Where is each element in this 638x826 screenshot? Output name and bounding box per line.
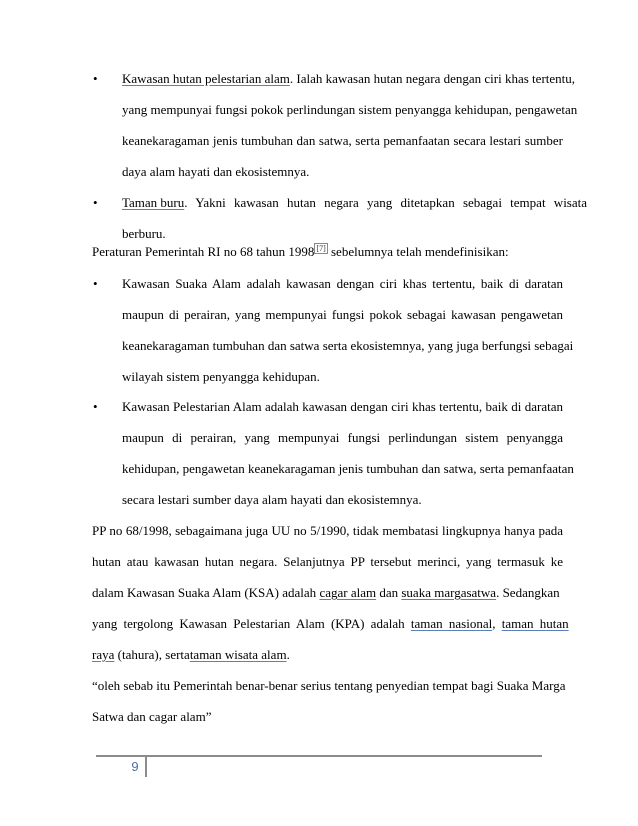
intro-line: Peraturan Pemerintah RI no 68 tahun 1998 [7] sebelumnya telah mendefinisikan: — [92, 243, 509, 259]
list-item-line: yang mempunyai fungsi pokok perlindungan sistem penyangga kehidupan, pengawetan — [122, 102, 578, 117]
list-item-line: daya alam hayati dan ekosistemnya. — [122, 164, 310, 179]
footnote-link[interactable]: [7] — [316, 243, 326, 253]
quote-line: Satwa dan cagar alam” — [92, 709, 212, 724]
footer-divider — [96, 755, 542, 757]
paragraph-line: PP no 68/1998, sebagaimana juga UU no 5/1990, tidak membatasi lingkupnya hanya pada — [92, 523, 563, 538]
list-item-line: wilayah sistem penyangga kehidupan. — [122, 369, 320, 384]
link-cagar-alam[interactable]: cagar alam — [319, 585, 377, 600]
bullet: • — [93, 276, 98, 291]
list-item-line: Kawasan Pelestarian Alam adalah kawasan dengan ciri khas tertentu, baik di daratan — [122, 399, 563, 414]
paragraph-line: dalam Kawasan Suaka Alam (KSA) adalah cagar alam dan suaka margasatwa. Sedangkan — [92, 585, 560, 600]
paragraph-line: raya (tahura), sertataman wisata alam. — [92, 647, 290, 662]
link-taman-buru[interactable]: Taman buru — [122, 195, 185, 210]
link-taman-nasional[interactable]: taman nasional — [410, 616, 493, 631]
link-suaka-margasatwa[interactable]: suaka margasatwa — [401, 585, 497, 600]
bullet: • — [93, 399, 98, 414]
quote-line: “oleh sebab itu Pemerintah benar-benar serius tentang penyedian tempat bagi Suaka Marga — [92, 678, 566, 693]
list-item-line: secara lestari sumber daya alam hayati dan ekosistemnya. — [122, 492, 422, 507]
list-item-line: kehidupan, pengawetan keanekaragaman jenis tumbuhan dan satwa, serta pemanfaatan — [122, 461, 574, 476]
list-item-line: maupun di perairan, yang mempunyai fungsi pokok sebagai kawasan pengawetan — [122, 307, 563, 322]
list-item-line: berburu. — [122, 226, 166, 241]
paragraph-line: hutan atau kawasan hutan negara. Selanjutnya PP tersebut merinci, yang termasuk ke — [92, 554, 563, 569]
link-taman-hutan-raya[interactable]: taman hutan — [501, 616, 569, 631]
list-item-line: keanekaragaman jenis tumbuhan dan satwa, serta pemanfaatan secara lestari sumber — [122, 133, 563, 148]
list-item-line: Kawasan hutan pelestarian alam. Ialah kawasan hutan negara dengan ciri khas tertentu, — [122, 71, 576, 86]
bullet: • — [93, 71, 98, 86]
list-item-line: Taman buru. Yakni kawasan hutan negara yang ditetapkan sebagai tempat wisata — [122, 195, 588, 210]
list-item-line: Kawasan Suaka Alam adalah kawasan dengan ciri khas tertentu, baik di daratan — [122, 276, 563, 291]
bullet: • — [93, 195, 98, 210]
page-number-separator — [145, 757, 147, 777]
list-item-line: maupun di perairan, yang mempunyai fungsi perlindungan sistem penyangga — [122, 430, 563, 445]
page-number: 9 — [131, 759, 139, 774]
link-taman-wisata-alam[interactable]: taman wisata alam — [189, 647, 287, 662]
link-raya[interactable]: raya — [92, 647, 115, 662]
list-item-line: keanekaragaman tumbuhan dan satwa serta ekosistemnya, yang juga berfungsi sebagai — [122, 338, 574, 353]
link-kawasan-hutan-pelestarian-alam[interactable]: Kawasan hutan pelestarian alam — [122, 71, 290, 86]
paragraph-line: yang tergolong Kawasan Pelestarian Alam (KPA) adalah taman nasional, taman hutan — [92, 616, 569, 631]
